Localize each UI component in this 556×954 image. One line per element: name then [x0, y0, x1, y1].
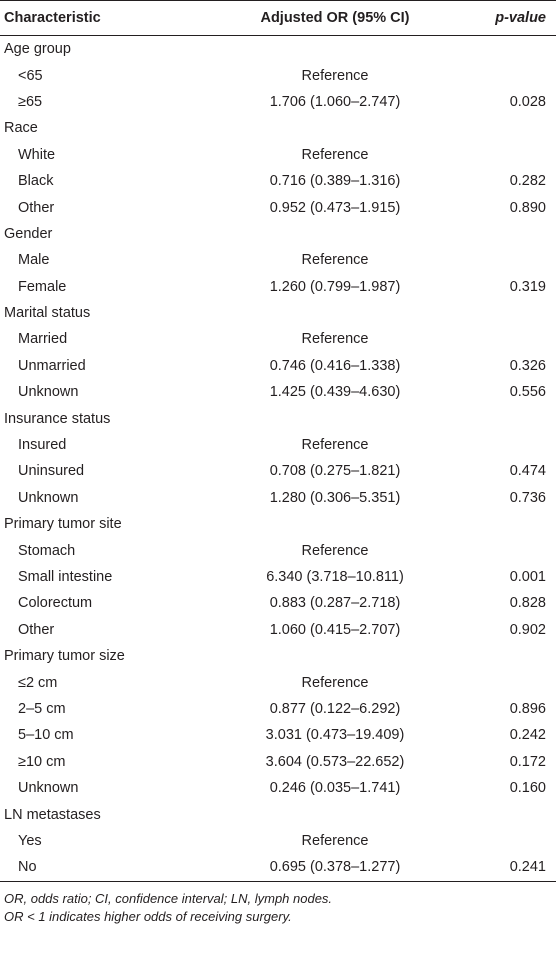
category-row: [0, 300, 556, 326]
characteristic-label: Unmarried: [18, 357, 86, 374]
category-label: Primary tumor site: [4, 516, 122, 533]
table-row: [0, 854, 556, 881]
adjusted-or-cell: Reference: [301, 437, 369, 454]
p-value-cell: 0.160: [509, 780, 546, 797]
p-value-cell: 0.828: [509, 595, 546, 612]
p-value-cell: 0.902: [509, 621, 546, 638]
table-row: [0, 142, 556, 168]
category-label: Marital status: [4, 305, 91, 322]
adjusted-or-cell: 0.883 (0.287–2.718): [269, 595, 401, 612]
p-value-cell: 0.319: [509, 278, 546, 295]
table-row: [0, 194, 556, 220]
adjusted-or-cell: [228, 115, 442, 141]
adjusted-or-cell: [228, 643, 442, 669]
characteristic-label: Other: [18, 621, 55, 638]
table-footnotes: [0, 882, 556, 926]
characteristic-label: Stomach: [18, 542, 76, 559]
category-label: LN metastases: [4, 806, 101, 823]
table-row: [0, 537, 556, 563]
adjusted-or-cell: Reference: [301, 252, 369, 269]
adjusted-or-cell: Reference: [301, 832, 369, 849]
p-value-cell: 0.242: [509, 727, 546, 744]
p-value-cell: [442, 643, 556, 669]
p-value-cell: 0.896: [509, 700, 546, 717]
adjusted-or-cell: 1.060 (0.415–2.707): [269, 621, 401, 638]
table-row: [0, 775, 556, 801]
table-header-row: [0, 1, 556, 36]
header-p-value: [442, 1, 556, 36]
adjusted-or-cell: 1.706 (1.060–2.747): [269, 93, 401, 110]
p-value-cell: [442, 801, 556, 827]
adjusted-or-cell: Reference: [301, 674, 369, 691]
footnote-abbreviations: OR, odds ratio; CI, confidence interval; LN, lymph nodes.: [4, 890, 333, 906]
characteristic-label: Female: [18, 278, 67, 295]
adjusted-or-cell: 1.280 (0.306–5.351): [269, 489, 401, 506]
adjusted-or-cell: [228, 405, 442, 431]
p-value-cell: 0.172: [509, 753, 546, 770]
adjusted-or-cell: [228, 511, 442, 537]
p-value-cell: [442, 62, 556, 88]
p-value-cell: 0.028: [509, 93, 546, 110]
table-row: [0, 828, 556, 854]
characteristic-label: Unknown: [18, 489, 79, 506]
category-row: [0, 221, 556, 247]
adjusted-or-cell: 1.260 (0.799–1.987): [269, 278, 401, 295]
header-p-value-label: p-value: [495, 10, 546, 26]
footnote-interpretation: OR < 1 indicates higher odds of receiving surgery.: [4, 908, 292, 924]
adjusted-or-cell: Reference: [301, 67, 369, 84]
table-row: [0, 62, 556, 88]
p-value-cell: [442, 511, 556, 537]
category-label: Age group: [4, 41, 71, 58]
p-value-cell: [442, 405, 556, 431]
category-row: [0, 511, 556, 537]
p-value-cell: [442, 537, 556, 563]
p-value-cell: [442, 300, 556, 326]
category-label: Insurance status: [4, 410, 111, 427]
category-row: [0, 36, 556, 63]
table-row: [0, 485, 556, 511]
table-row: [0, 89, 556, 115]
table-row: [0, 458, 556, 484]
adjusted-or-cell: [228, 300, 442, 326]
category-label: Primary tumor size: [4, 648, 125, 665]
p-value-cell: 0.241: [442, 854, 556, 881]
category-label: Gender: [4, 225, 53, 242]
table-row: [0, 617, 556, 643]
p-value-cell: 0.001: [509, 569, 546, 585]
category-row: [0, 643, 556, 669]
table-row: [0, 749, 556, 775]
characteristic-label: 5–10 cm: [18, 727, 74, 744]
p-value-cell: [442, 221, 556, 247]
characteristic-label: Black: [18, 173, 54, 190]
characteristic-label: Insured: [18, 437, 67, 454]
characteristic-label: ≥10 cm: [18, 753, 66, 770]
adjusted-or-cell: 6.340 (3.718–10.811): [266, 569, 404, 585]
adjusted-or-cell: 3.031 (0.473–19.409): [265, 727, 405, 744]
p-value-cell: 0.890: [509, 199, 546, 216]
adjusted-or-cell: Reference: [301, 542, 369, 559]
p-value-cell: 0.282: [509, 173, 546, 190]
p-value-cell: [442, 326, 556, 352]
p-value-cell: [442, 36, 556, 63]
table-row: [0, 353, 556, 379]
p-value-cell: [442, 115, 556, 141]
characteristic-label: Unknown: [18, 384, 79, 401]
table-row: [0, 564, 556, 590]
p-value-cell: [442, 828, 556, 854]
characteristic-label: No: [0, 854, 228, 881]
p-value-cell: 0.474: [509, 463, 546, 480]
characteristic-label: Other: [18, 199, 55, 216]
category-label: Race: [4, 120, 38, 137]
table-row: [0, 722, 556, 748]
characteristic-label: Married: [18, 331, 68, 348]
p-value-cell: [442, 247, 556, 273]
header-adjusted-or: Adjusted OR (95% CI): [228, 1, 442, 36]
characteristic-label: Yes: [18, 832, 42, 849]
table-row: [0, 274, 556, 300]
p-value-cell: [442, 432, 556, 458]
table-row: [0, 696, 556, 722]
table-row: [0, 379, 556, 405]
p-value-cell: 0.326: [509, 357, 546, 374]
adjusted-or-cell: 0.246 (0.035–1.741): [269, 780, 401, 797]
adjusted-or-cell: [228, 801, 442, 827]
characteristic-label: White: [18, 146, 56, 163]
characteristic-label: <65: [18, 67, 43, 84]
category-row: [0, 405, 556, 431]
adjusted-or-cell: 0.695 (0.378–1.277): [228, 854, 442, 881]
p-value-cell: 0.556: [509, 384, 546, 401]
characteristic-label: Uninsured: [18, 463, 85, 480]
adjusted-or-cell: 0.952 (0.473–1.915): [269, 199, 401, 216]
characteristic-label: 2–5 cm: [18, 700, 66, 717]
characteristic-label: Colorectum: [18, 595, 93, 612]
characteristic-label: ≤2 cm: [18, 674, 58, 691]
table-row: [0, 590, 556, 616]
characteristic-label: ≥65: [18, 93, 43, 110]
p-value-cell: 0.736: [509, 489, 546, 506]
category-row: [0, 801, 556, 827]
characteristic-label: Male: [18, 252, 50, 269]
table-row: [0, 432, 556, 458]
table-row: [0, 326, 556, 352]
adjusted-or-cell: 0.708 (0.275–1.821): [269, 463, 401, 480]
adjusted-or-cell: 3.604 (0.573–22.652): [265, 753, 405, 770]
adjusted-or-cell: 1.425 (0.439–4.630): [269, 384, 401, 401]
table-row: [0, 669, 556, 695]
table-body: [0, 36, 556, 882]
p-value-cell: [442, 669, 556, 695]
characteristic-label: Unknown: [18, 780, 79, 797]
table-row: [0, 247, 556, 273]
adjusted-or-cell: [228, 36, 442, 63]
adjusted-or-cell: 0.877 (0.122–6.292): [269, 700, 401, 717]
adjusted-or-cell: Reference: [301, 331, 369, 348]
header-characteristic: Characteristic: [0, 1, 228, 36]
characteristic-label: Small intestine: [18, 569, 113, 585]
adjusted-or-cell: Reference: [301, 146, 369, 163]
p-value-cell: [442, 142, 556, 168]
adjusted-or-cell: [228, 221, 442, 247]
adjusted-or-cell: 0.716 (0.389–1.316): [269, 173, 401, 190]
category-row: [0, 115, 556, 141]
table-row: [0, 168, 556, 194]
adjusted-or-cell: 0.746 (0.416–1.338): [269, 357, 401, 374]
